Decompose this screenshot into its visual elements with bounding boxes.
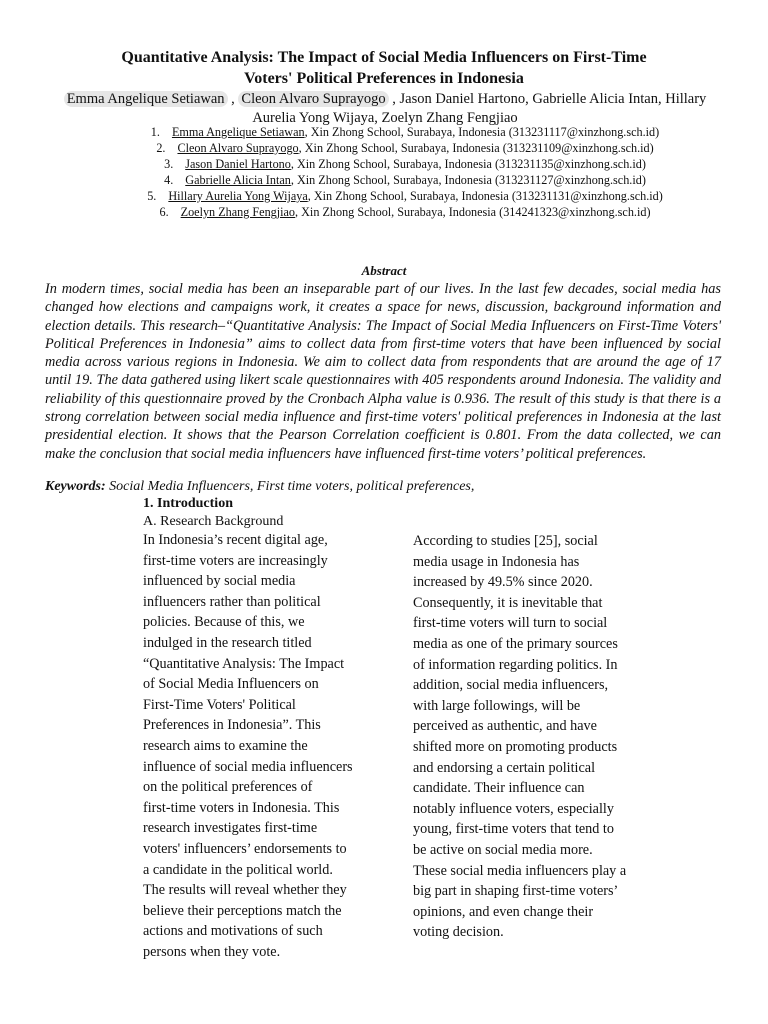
affiliation-number: 1.	[150, 125, 160, 139]
body-line: First-Time Voters' Political	[143, 696, 296, 713]
author-line-2: Aurelia Yong Wijaya, Zoelyn Zhang Fengjiao	[252, 110, 518, 126]
body-line: “Quantitative Analysis: The Impact	[143, 655, 345, 672]
body-line: notably influence voters, especially	[413, 800, 614, 817]
body-line: research investigates first-time	[143, 820, 318, 837]
body-line: opinions, and even change their	[413, 903, 594, 920]
affiliation-detail: , Xin Zhong School, Surabaya, Indonesia (313231127@xinzhong.sch.id)	[290, 173, 646, 187]
affiliation-number: 2.	[156, 141, 166, 155]
abstract-text: In modern times, social media has been an inseparable part of our lives. In the last few decades, social media has changed how elections and campaigns work, it creates a space for news, discussion, background information and election details. This research–“Quantitative Analysis: The Impact of Social Media Influencers on First-Time Voters' Political Preferences in Indonesia” aims to collect data from first-time voters that have been influenced by social media across various regions in Indonesia. We aim to collect data from respondents that are around the age of 17 until 19. The data gathered using likert scale questionnaires with 405 respondents around Indonesia. The validity and reliability of this questionnaire proved by the Cronbach Alpha value is 0.936. The result of this study is that there is a strong correlation between social media influence and first-time voters' political preferences in Indonesia at the last presidential election. It shows that the Pearson Correlation coefficient is 0.801. From the data collected, we can make the conclusion that social media influencers have influenced first-time voters’ political preferences.	[45, 281, 721, 462]
abstract-heading: Abstract	[361, 263, 407, 278]
affiliation-name: Jason Daniel Hartono	[185, 157, 291, 171]
section-heading: 1. Introduction	[143, 496, 233, 511]
author-list	[40, 90, 730, 128]
body-line: candidate. Their influence can	[413, 780, 585, 797]
body-line: indulged in the research titled	[143, 634, 312, 651]
body-line: of Social Media Influencers on	[143, 676, 319, 693]
body-line: a candidate in the political world.	[143, 861, 333, 878]
body-line: addition, social media influencers,	[413, 677, 609, 694]
body-line: The results will reveal whether they	[143, 882, 347, 899]
body-line: policies. Because of this, we	[143, 614, 305, 631]
affiliation-item	[100, 188, 710, 204]
affiliation-item	[100, 156, 710, 172]
body-line: These social media influencers play a	[413, 862, 627, 879]
body-line: big part in shaping first-time voters’	[413, 883, 619, 900]
affiliation-detail: , Xin Zhong School, Surabaya, Indonesia (313231131@xinzhong.sch.id)	[307, 189, 663, 203]
affiliation-item	[100, 172, 710, 188]
body-line: media usage in Indonesia has	[413, 553, 580, 570]
affiliation-number: 4.	[164, 173, 174, 187]
affiliation-name: Hillary Aurelia Yong Wijaya	[168, 189, 308, 203]
affiliation-detail: , Xin Zhong School, Surabaya, Indonesia (313231109@xinzhong.sch.id)	[298, 141, 654, 155]
body-line: In Indonesia’s recent digital age,	[143, 532, 328, 548]
author-chip-2[interactable]: Cleon Alvaro Suprayogo	[238, 91, 388, 107]
body-line: believe their perceptions match the	[143, 902, 342, 919]
body-line: According to studies [25], social	[413, 533, 598, 549]
affiliation-detail: , Xin Zhong School, Surabaya, Indonesia (313231117@xinzhong.sch.id)	[304, 125, 660, 139]
author-sep: ,	[227, 91, 239, 107]
author-rest-1: , Jason Daniel Hartono, Gabrielle Alicia Intan, Hillary	[388, 91, 707, 107]
body-line: of information regarding politics. In	[413, 656, 618, 673]
affiliation-item	[100, 204, 710, 220]
body-column-left	[143, 530, 375, 962]
affiliation-detail: , Xin Zhong School, Surabaya, Indonesia (313231135@xinzhong.sch.id)	[290, 157, 646, 171]
affiliation-number: 5.	[147, 189, 157, 203]
affiliation-number: 3.	[164, 157, 174, 171]
affiliation-detail: , Xin Zhong School, Surabaya, Indonesia (314241323@xinzhong.sch.id)	[295, 205, 651, 219]
body-line: on the political preferences of	[143, 779, 313, 796]
body-line: young, first-time voters that tend to	[413, 821, 614, 838]
title-line-1: Quantitative Analysis: The Impact of Social Media Influencers on First-Time	[121, 49, 647, 66]
keywords-label: Keywords:	[45, 479, 106, 494]
keywords-value: Social Media Influencers, First time voters, political preferences,	[105, 479, 475, 494]
body-line: perceived as authentic, and have	[413, 718, 597, 735]
body-line: influencers rather than political	[143, 593, 321, 610]
affiliation-number: 6.	[159, 205, 169, 219]
affiliation-name: Cleon Alvaro Suprayogo	[177, 141, 299, 155]
body-line: first-time voters in Indonesia. This	[143, 799, 340, 816]
affiliation-name: Emma Angelique Setiawan	[171, 125, 305, 139]
body-line: actions and motivations of such	[143, 923, 323, 940]
body-line: research aims to examine the	[143, 737, 308, 754]
body-line: voters' influencers’ endorsements to	[143, 840, 347, 857]
body-line: increased by 49.5% since 2020.	[413, 574, 593, 591]
author-chip-1[interactable]: Emma Angelique Setiawan	[64, 91, 228, 107]
author-line-1	[40, 90, 730, 109]
body-column-right	[413, 531, 645, 943]
affiliation-list	[100, 124, 710, 220]
keywords-line	[45, 478, 474, 496]
affiliation-item	[100, 124, 710, 140]
body-line: media as one of the primary sources	[413, 635, 618, 652]
body-line: voting decision.	[413, 924, 504, 941]
body-line: first-time voters are increasingly	[143, 552, 328, 569]
body-line: shifted more on promoting products	[413, 738, 618, 755]
body-line: Consequently, it is inevitable that	[413, 594, 603, 611]
body-line: be active on social media more.	[413, 841, 593, 858]
title-line-2: Voters' Political Preferences in Indonesia	[244, 70, 524, 87]
body-line: persons when they vote.	[143, 943, 281, 960]
affiliation-name: Zoelyn Zhang Fengjiao	[180, 205, 296, 219]
body-line: influenced by social media	[143, 573, 296, 590]
body-line: first-time voters will turn to social	[413, 615, 608, 632]
affiliation-name: Gabrielle Alicia Intan	[185, 173, 291, 187]
body-line: influence of social media influencers	[143, 758, 353, 775]
paper-title	[60, 47, 708, 89]
subsection-heading: A. Research Background	[143, 514, 284, 529]
body-line: and endorsing a certain political	[413, 759, 596, 776]
affiliation-item	[100, 140, 710, 156]
body-line: Preferences in Indonesia”. This	[143, 717, 321, 734]
body-line: with large followings, will be	[413, 697, 581, 714]
